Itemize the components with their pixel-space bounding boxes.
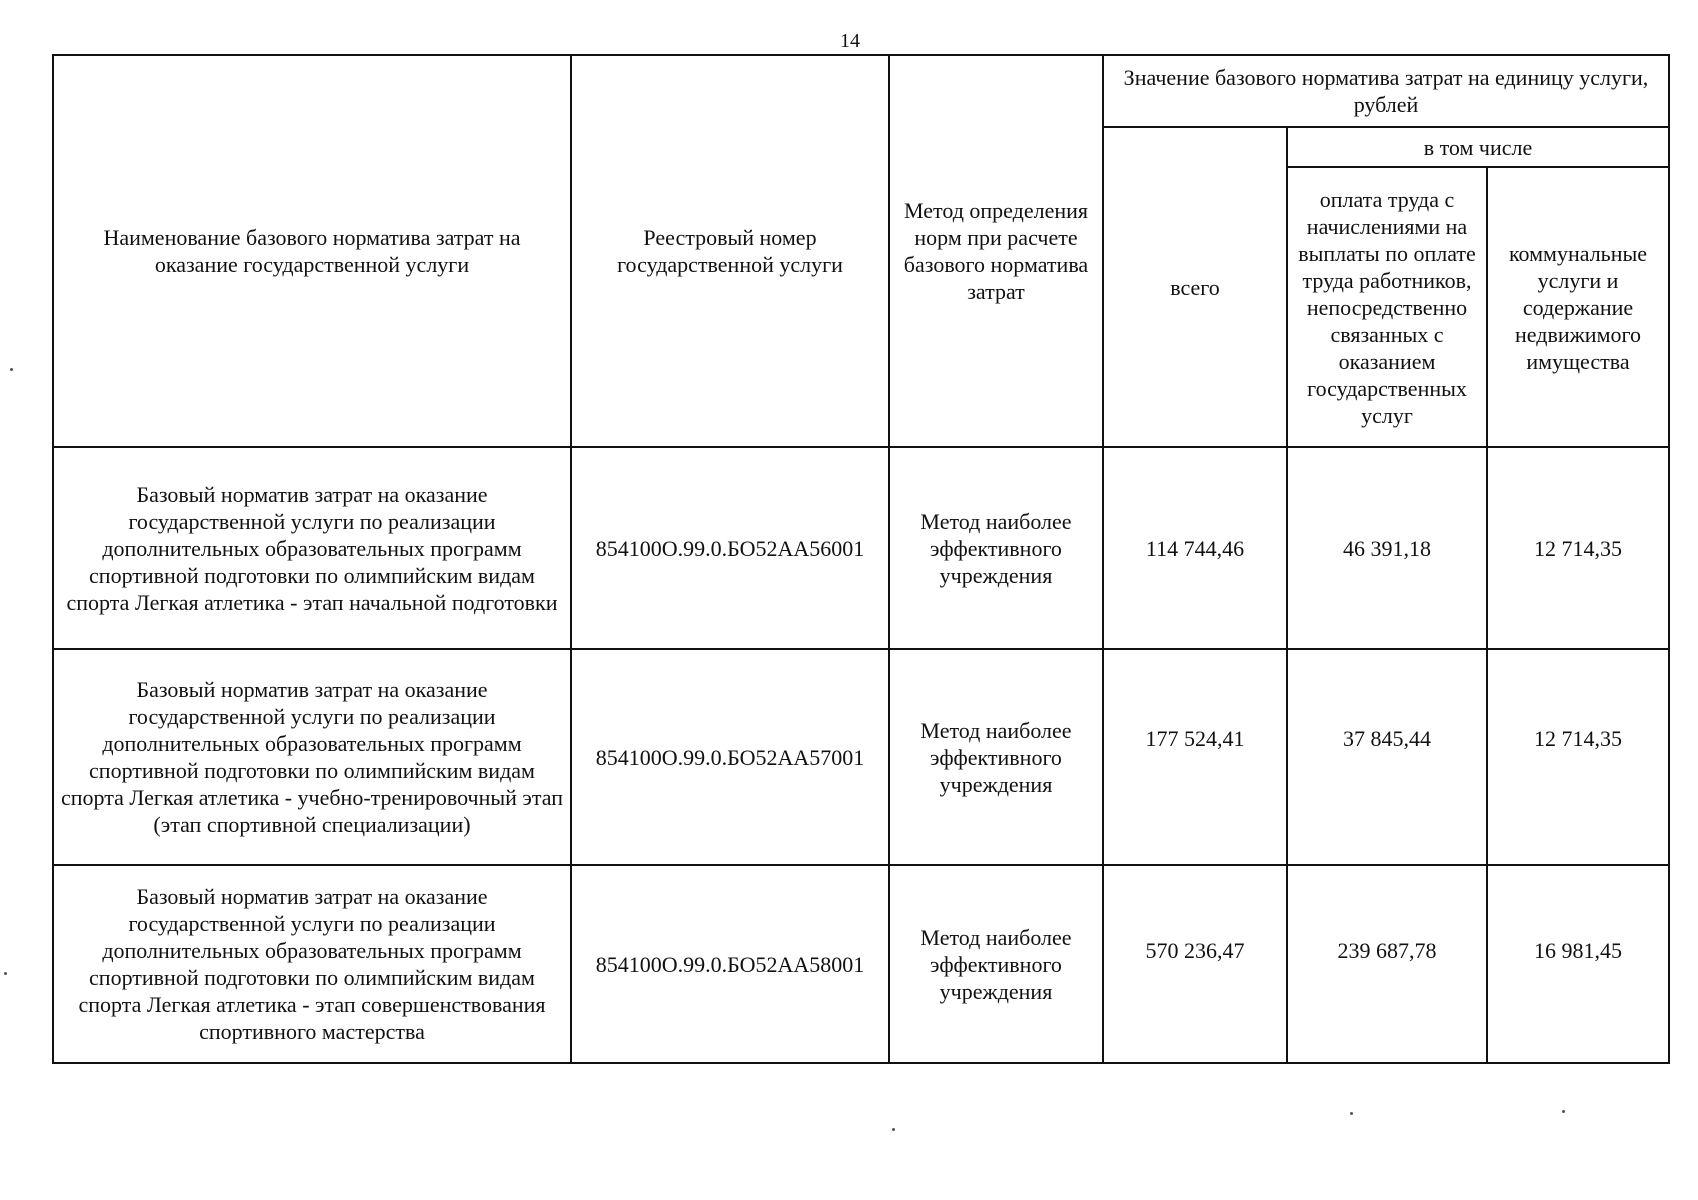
row-name: Базовый норматив затрат на оказание государственной услуги по реализации дополнительных образовательных программ спортивной подготовки по олимпийским видам спорта Легкая атлетика - учебно-тренировочный этап (этап спортивной специализации)	[53, 649, 571, 865]
row-utilities: 12 714,35	[1487, 447, 1669, 649]
header-including: в том числе	[1287, 127, 1669, 167]
header-salary: оплата труда с начислениями на выплаты по оплате труда работников, непосредственно связанных с оказанием государственных услуг	[1287, 167, 1487, 447]
header-method: Метод определения норм при расчете базового норматива затрат	[889, 55, 1103, 447]
row-salary: 37 845,44	[1287, 649, 1487, 865]
header-registry: Реестровый номер государственной услуги	[571, 55, 889, 447]
page-number: 14	[840, 30, 860, 52]
row-utilities: 16 981,45	[1487, 865, 1669, 1063]
row-name: Базовый норматив затрат на оказание государственной услуги по реализации дополнительных образовательных программ спортивной подготовки по олимпийским видам спорта Легкая атлетика - этап начальной подготовки	[53, 447, 571, 649]
row-registry: 854100О.99.0.БО52АА56001	[571, 447, 889, 649]
scan-speck	[1562, 1110, 1565, 1113]
header-name: Наименование базового норматива затрат на оказание государственной услуги	[53, 55, 571, 447]
scan-speck	[1350, 1112, 1353, 1115]
cost-norms-table	[52, 54, 1670, 1064]
row-method: Метод наиболее эффективного учреждения	[889, 865, 1103, 1063]
row-total: 114 744,46	[1103, 447, 1287, 649]
scan-speck	[4, 972, 7, 975]
table-row	[53, 865, 1669, 1063]
header-value-group: Значение базового норматива затрат на единицу услуги, рублей	[1103, 55, 1669, 127]
row-registry: 854100О.99.0.БО52АА57001	[571, 649, 889, 865]
row-registry: 854100О.99.0.БО52АА58001	[571, 865, 889, 1063]
row-salary: 239 687,78	[1287, 865, 1487, 1063]
table-row	[53, 447, 1669, 649]
scan-speck	[892, 1128, 895, 1131]
header-utilities: коммунальные услуги и содержание недвижимого имущества	[1487, 167, 1669, 447]
row-total: 570 236,47	[1103, 865, 1287, 1063]
row-method: Метод наиболее эффективного учреждения	[889, 649, 1103, 865]
row-method: Метод наиболее эффективного учреждения	[889, 447, 1103, 649]
header-total: всего	[1103, 127, 1287, 447]
row-salary: 46 391,18	[1287, 447, 1487, 649]
row-name: Базовый норматив затрат на оказание государственной услуги по реализации дополнительных образовательных программ спортивной подготовки по олимпийским видам спорта Легкая атлетика - этап совершенствования спортивного мастерства	[53, 865, 571, 1063]
row-total: 177 524,41	[1103, 649, 1287, 865]
scan-speck	[10, 368, 13, 371]
table-row	[53, 649, 1669, 865]
row-utilities: 12 714,35	[1487, 649, 1669, 865]
